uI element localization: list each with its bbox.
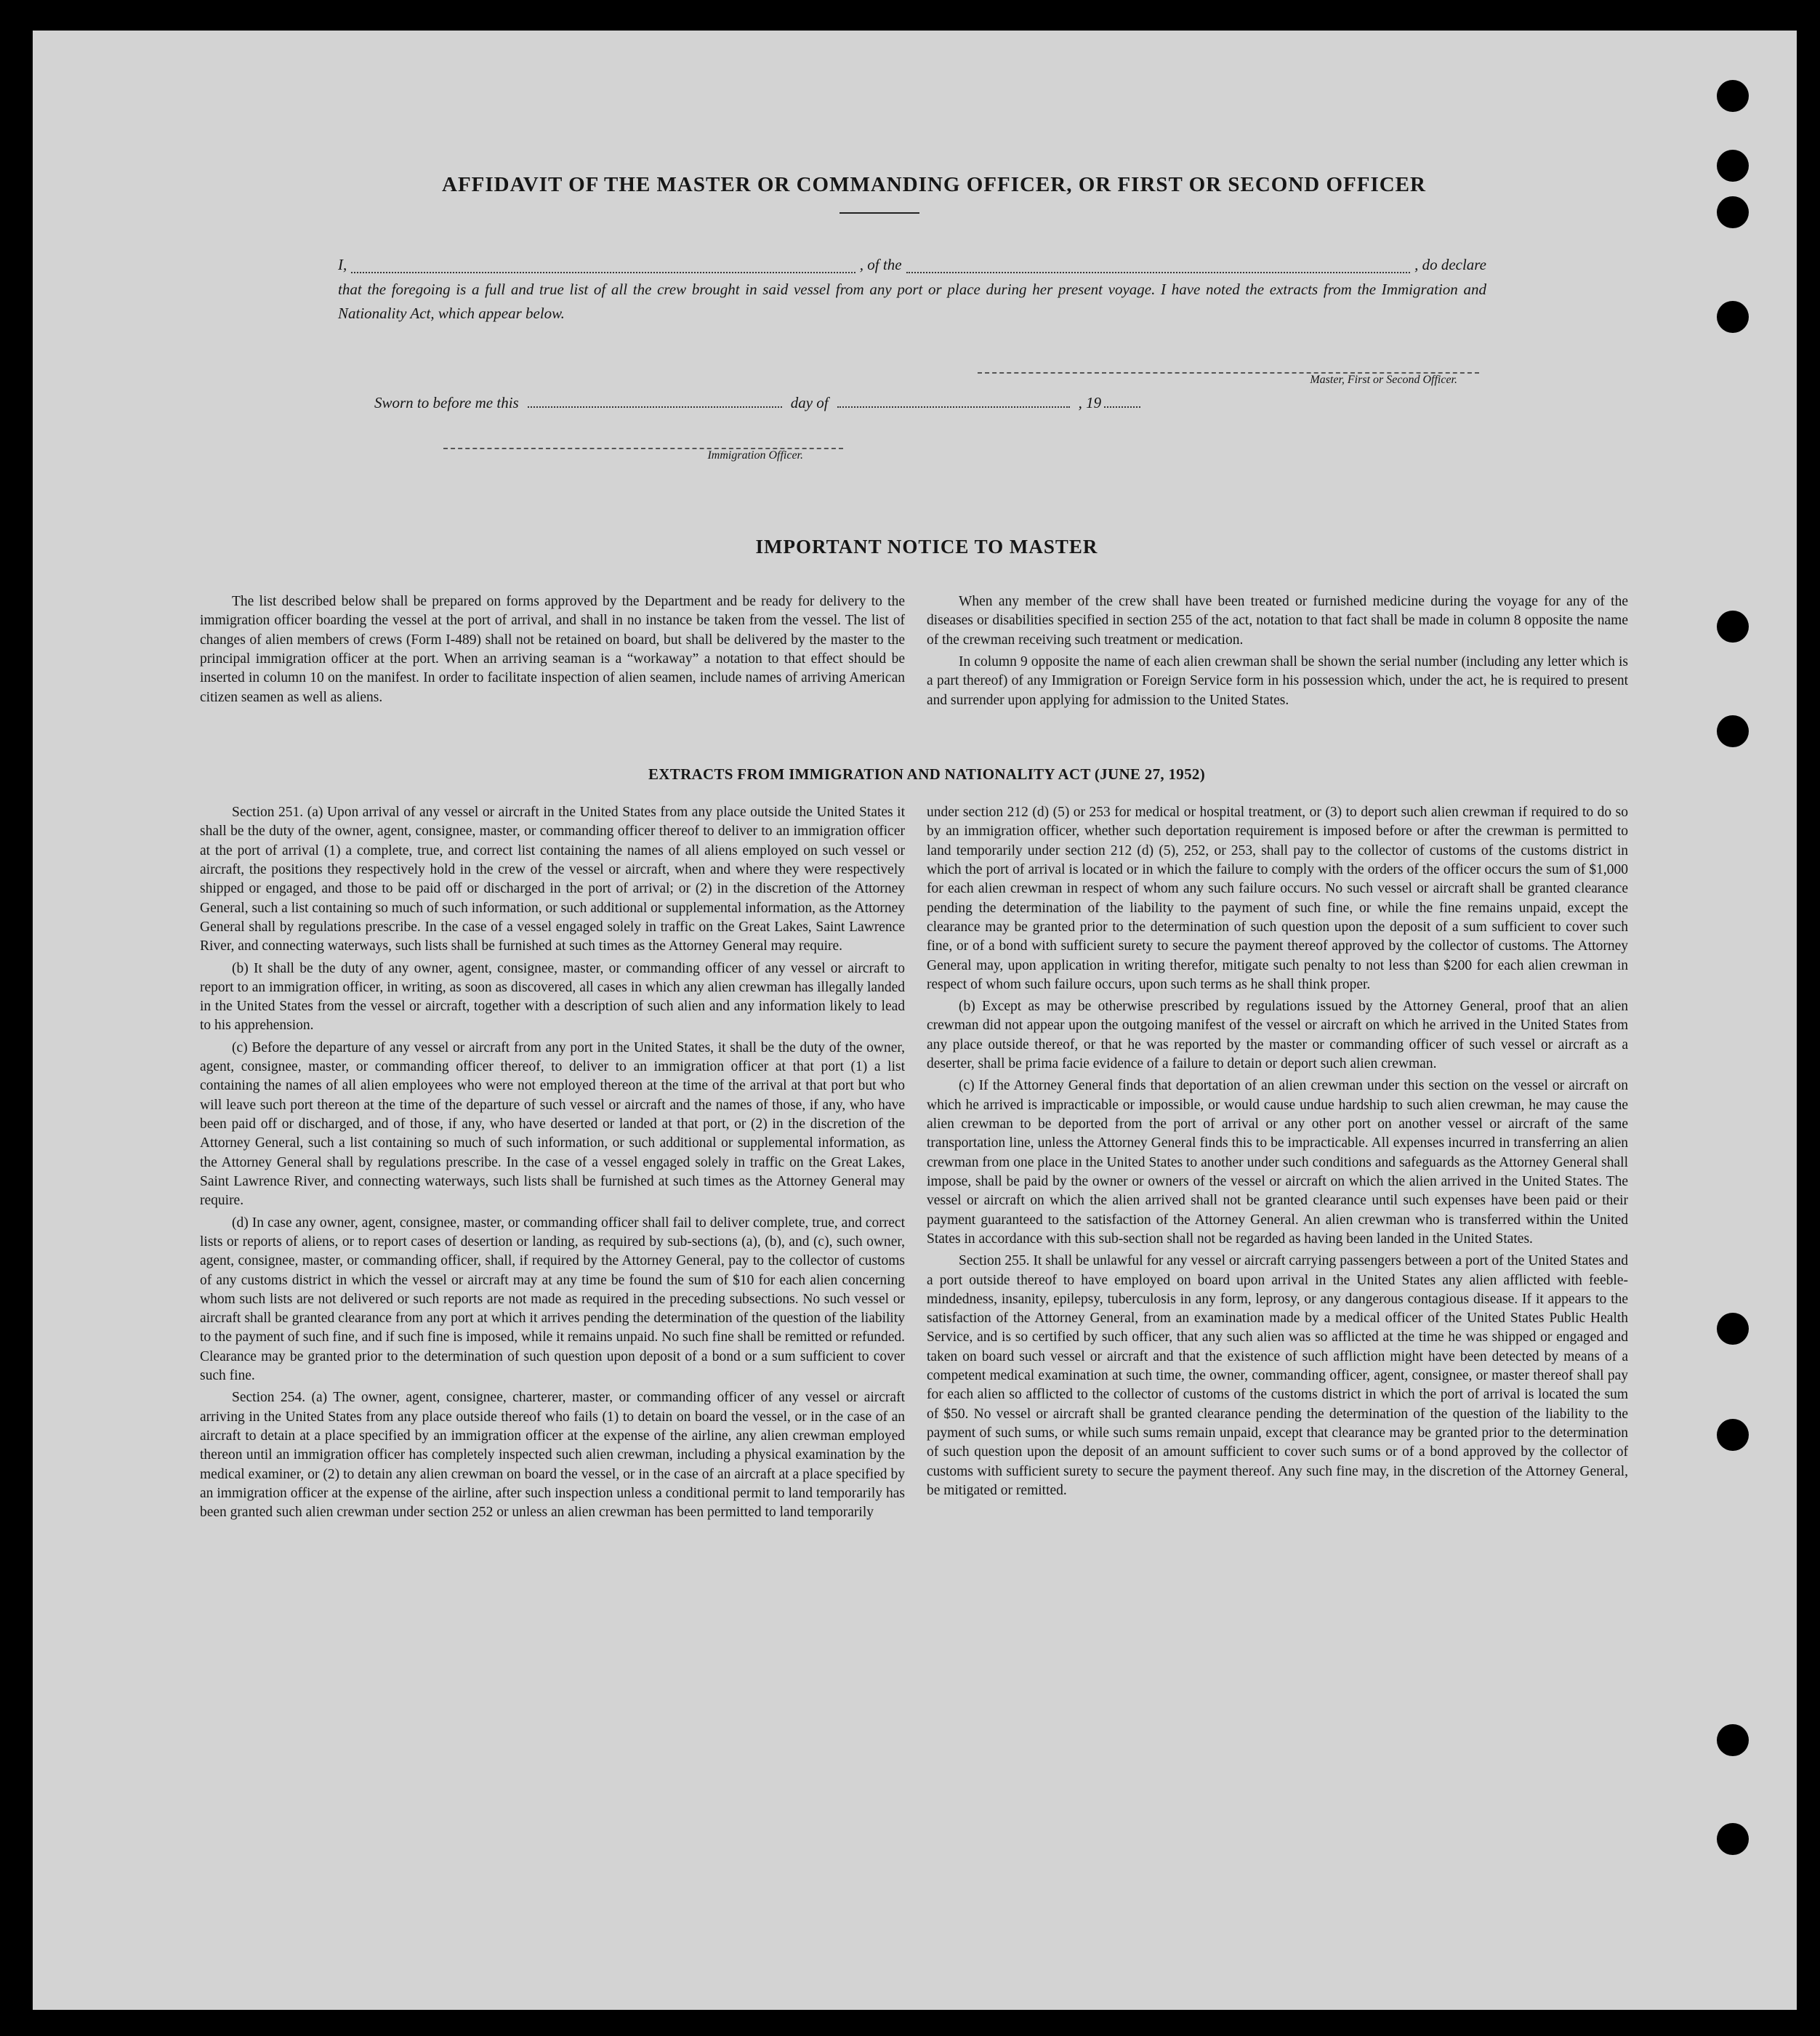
declaration xyxy=(338,253,1486,326)
section-254a-continued: under section 212 (d) (5) or 253 for medical or hospital treatment, or (3) to deport such alien crewman if required to do so by an immigration officer, whether such deportation requirement is imposed before or after the crewman is permitted to land temporarily under section 212 (d) (5), 252, or 253, shall pay to the collector of customs of the customs district in which the port of arrival is located or in which the failure to comply with the orders of the officer occurs the sum of $1,000 for each alien crewman in respect of whom any such failure occurs. No such vessel or aircraft shall be granted clearance pending the determination of the liability to the payment of such fine, or while the fine remains unpaid, except the clearance may be granted prior to the determination of such question upon the deposit of a sum sufficient to cover such fine, or of a bond with sufficient surety to secure the payment thereof approved by the collector of customs. The Attorney General may, upon application in writing therefor, mitigate such penalty to not less than $200 for each alien crewman in respect of whom such failure occurs, upon such terms as he shall think proper. xyxy=(927,805,1628,992)
section-254c: (c) If the Attorney General finds that deportation of an alien crewman under this section on the vessel or aircraft on which he arrived is impracticable or impossible, or would cause undue hardship to such alien crewman, he may cause the alien crewman to be deported from the port of arrival or any other port on another vessel or aircraft of the same transportation line, unless the Attorney General finds this to be impracticable. All expenses incurred in transferring an alien crewman from one place in the United States to another under such conditions and safeguards as the Attorney General shall impose, shall be paid by the owner or owners of the vessel or aircraft on which the alien arrived in the United States. The vessel or aircraft on which the alien arrived shall not be granted clearance until such expenses have been paid or their payment guaranteed to the satisfaction of the Attorney General. An alien crewman who is transferred within the United States in accordance with this sub-section shall not be regarded as having been landed in the United States. xyxy=(927,1078,1628,1247)
decl-of-the: , of the xyxy=(859,256,902,273)
notice-paragraph: In column 9 opposite the name of each alien crewman shall be shown the serial number (including any letter which is a part thereof) of any Immigration or Foreign Service form in his possession which, under the act, he is required to present and surrender upon applying for admission to the United States. xyxy=(927,653,1628,708)
affidavit-title: AFFIDAVIT OF THE MASTER OR COMMANDING OFFICER, OR FIRST OR SECOND OFFICER xyxy=(442,173,1426,196)
year-prefix: , 19 xyxy=(1078,394,1102,411)
notice-paragraph: The list described below shall be prepared on forms approved by the Department and be ready for delivery to the immigration officer boarding the vessel at the port of arrival, and shall in no instance be taken from the vessel. The list of changes of alien members of crews (Form I-489) shall not be retained on board, but shall be delivered by the master to the principal immigration officer at the port. When an arriving seaman is a “workaway” a notation to that effect should be inserted in column 10 on the manifest. In order to facilitate inspection of alien seamen, include names of arriving American citizen seamen as well as aliens. xyxy=(200,594,905,705)
notice-left-column xyxy=(200,592,905,710)
declaration-first-line xyxy=(338,253,1486,278)
binder-hole xyxy=(1717,611,1749,643)
extracts-title: EXTRACTS FROM IMMIGRATION AND NATIONALITY ACT (JUNE 27, 1952) xyxy=(648,765,1205,783)
extracts-right-column xyxy=(927,803,1628,1503)
binder-hole xyxy=(1717,1823,1749,1855)
section-254b: (b) Except as may be otherwise prescribed by regulations issued by the Attorney General, proof that an alien crewman did not appear upon the outgoing manifest of the vessel or aircraft on which he arrived in the United States from any place outside thereof, or that he was reported by the master or commanding officer of such vessel or aircraft as a deserter, shall be prima facie evidence of a failure to detain or deport such alien crewman. xyxy=(927,999,1628,1072)
sworn-month-blank[interactable] xyxy=(837,406,1070,408)
section-251a: Section 251. (a) Upon arrival of any vessel or aircraft in the United States from any place outside the United States it shall be the duty of the owner, agent, consignee, master, or commanding officer thereof to deliver to an immigration officer at the port of arrival (1) a complete, true, and correct list containing the names of all aliens employed on such vessel or aircraft, the positions they respectively hold in the crew of the vessel or aircraft, when and where they were respectively shipped or engaged, and those to be paid off or discharged in the port of arrival; or (2) in the discretion of the Attorney General, such a list containing so much of such information, or such additional or supplemental information, as the Attorney General shall by regulations prescribe. In the case of a vessel engaged solely in traffic on the Great Lakes, Saint Lawrence River, and connecting waterways, such lists shall be furnished at such times as the Attorney General may require. xyxy=(200,805,905,954)
section-255: Section 255. It shall be unlawful for any vessel or aircraft carrying passengers between a port of the United States and a port outside thereof to have employed on board upon arrival in the United States any alien afflicted with feeble-mindedness, insanity, epilepsy, tuberculosis in any form, leprosy, or any dangerous contagious disease. If it appears to the satisfaction of the Attorney General, from an examination made by a medical officer of the United States Public Health Service, and is so certified by such officer, that any such alien was so afflicted at the time he was shipped or engaged and taken on board such vessel or aircraft and that the existence of such affliction might have been detected by means of a competent medical examination at such time, the owner, commanding officer, agent, consignee, or master thereof shall pay for each alien so afflicted to the collector of customs of the customs district in which the port of arrival is located the sum of $50. No vessel or aircraft shall be granted clearance pending the determination of the question of the liability to the payment of such sums, or while such sums remain unpaid, except that clearance may be granted prior to the determination of such question upon the deposit of an amount sufficient to cover such sums or of a bond approved by the collector of customs with sufficient surety to secure the payment thereof. Any such fine may, in the discretion of the Attorney General, be mitigated or remitted. xyxy=(927,1253,1628,1498)
officer-signature-label: Immigration Officer. xyxy=(707,449,803,462)
sworn-year-blank[interactable] xyxy=(1104,406,1140,408)
binder-hole xyxy=(1717,80,1749,112)
sworn-day-blank[interactable] xyxy=(528,406,782,408)
notice-right-column xyxy=(927,592,1628,713)
binder-hole xyxy=(1717,301,1749,333)
section-251d: (d) In case any owner, agent, consignee, master, or commanding officer shall fail to deliver complete, true, and correct lists or reports of aliens, or to report cases of desertion or landing, as required by sub-sections (a), (b), and (c), such owner, agent, consignee, master, or commanding officer, shall, if required by the Attorney General, pay to the collector of customs of any customs district in which the vessel or aircraft may at any time be found the sum of $10 for each alien concerning whom such lists are not delivered or such reports are not made as required in the preceding subsections. No such vessel or aircraft shall be granted clearance from any port at which it arrives pending the determination of the question of the liability to the payment of such fine, and if such fine is imposed, while it remains unpaid. No such fine shall be remitted or refunded. Clearance may be granted prior to the determination of such question upon deposit of a bond or a sum sufficient to cover such fine. xyxy=(200,1215,905,1384)
section-251b: (b) It shall be the duty of any owner, agent, consignee, master, or commanding officer of any vessel or aircraft to report to an immigration officer, in writing, as soon as discovered, all cases in which any alien crewman has illegally landed in the United States from the vessel or aircraft, together with a description of such alien and any information likely to lead to his apprehension. xyxy=(200,960,905,1034)
sworn-text: Sworn to before me this xyxy=(374,394,519,411)
extracts-left-column xyxy=(200,803,905,1526)
document-page xyxy=(33,31,1797,2010)
binder-hole xyxy=(1717,715,1749,747)
name-blank[interactable] xyxy=(351,272,855,273)
binder-hole xyxy=(1717,196,1749,228)
decl-i: I, xyxy=(338,256,347,273)
binder-hole xyxy=(1717,1724,1749,1756)
declaration-body: that the foregoing is a full and true list of all the crew brought in said vessel from any port or place during her present voyage. I have noted the extracts from the Immigration and Nationality Act, which appear below. xyxy=(338,280,1486,323)
notice-paragraph: When any member of the crew shall have been treated or furnished medicine during the voyage for any of the diseases or disabilities specified in section 255 of the act, notation to that fact shall be made in column 8 opposite the name of the crewman receiving such treatment or medication. xyxy=(927,594,1628,648)
binder-hole xyxy=(1717,150,1749,182)
section-251c: (c) Before the departure of any vessel or aircraft from any port in the United States, it shall be the duty of the owner, agent, consignee, master, or commanding officer thereof, to deliver to an immigration officer at that port (1) a list containing the names of all alien employees who were not employed thereon at the time of the arrival at that port but who will leave such port thereon at the time of the departure of such vessel or aircraft and the names of those, if any, who have been paid off or discharged, and of those, if any, who have deserted or landed at that port, or (2) in the discretion of the Attorney General, such a list containing so much of such information, or such additional or supplemental information, as the Attorney General shall by regulations prescribe. In the case of a vessel engaged solely in traffic on the Great Lakes, Saint Lawrence River, and connecting waterways, such lists shall be furnished at such times as the Attorney General may require. xyxy=(200,1039,905,1209)
title-rule xyxy=(839,212,919,214)
vessel-blank[interactable] xyxy=(906,272,1411,273)
section-254a: Section 254. (a) The owner, agent, consignee, charterer, master, or commanding officer of any vessel or aircraft arriving in the United States from any place outside thereof who fails (1) to detain on board the vessel, or in the case of an aircraft to detain at a place specified by an immigration officer at the expense of the airline, any alien crewman employed thereon until an immigration officer has completely inspected such alien crewman, including a physical examination by the medical examiner, or (2) to detain any alien crewman on board the vessel, or in the case of an aircraft at a place specified by an immigration officer at the expense of the airline, after such inspection unless a conditional permit to land temporarily has been granted such alien crewman under section 252 or unless an alien crewman has been permitted to land temporarily xyxy=(200,1390,905,1521)
binder-hole xyxy=(1717,1419,1749,1451)
binder-hole xyxy=(1717,1313,1749,1345)
notice-title: IMPORTANT NOTICE TO MASTER xyxy=(755,536,1098,558)
decl-do-declare: , do declare xyxy=(1414,256,1487,273)
sworn-line xyxy=(374,394,1210,412)
day-of-text: day of xyxy=(790,394,829,411)
master-signature-label: Master, First or Second Officer. xyxy=(1310,374,1457,386)
